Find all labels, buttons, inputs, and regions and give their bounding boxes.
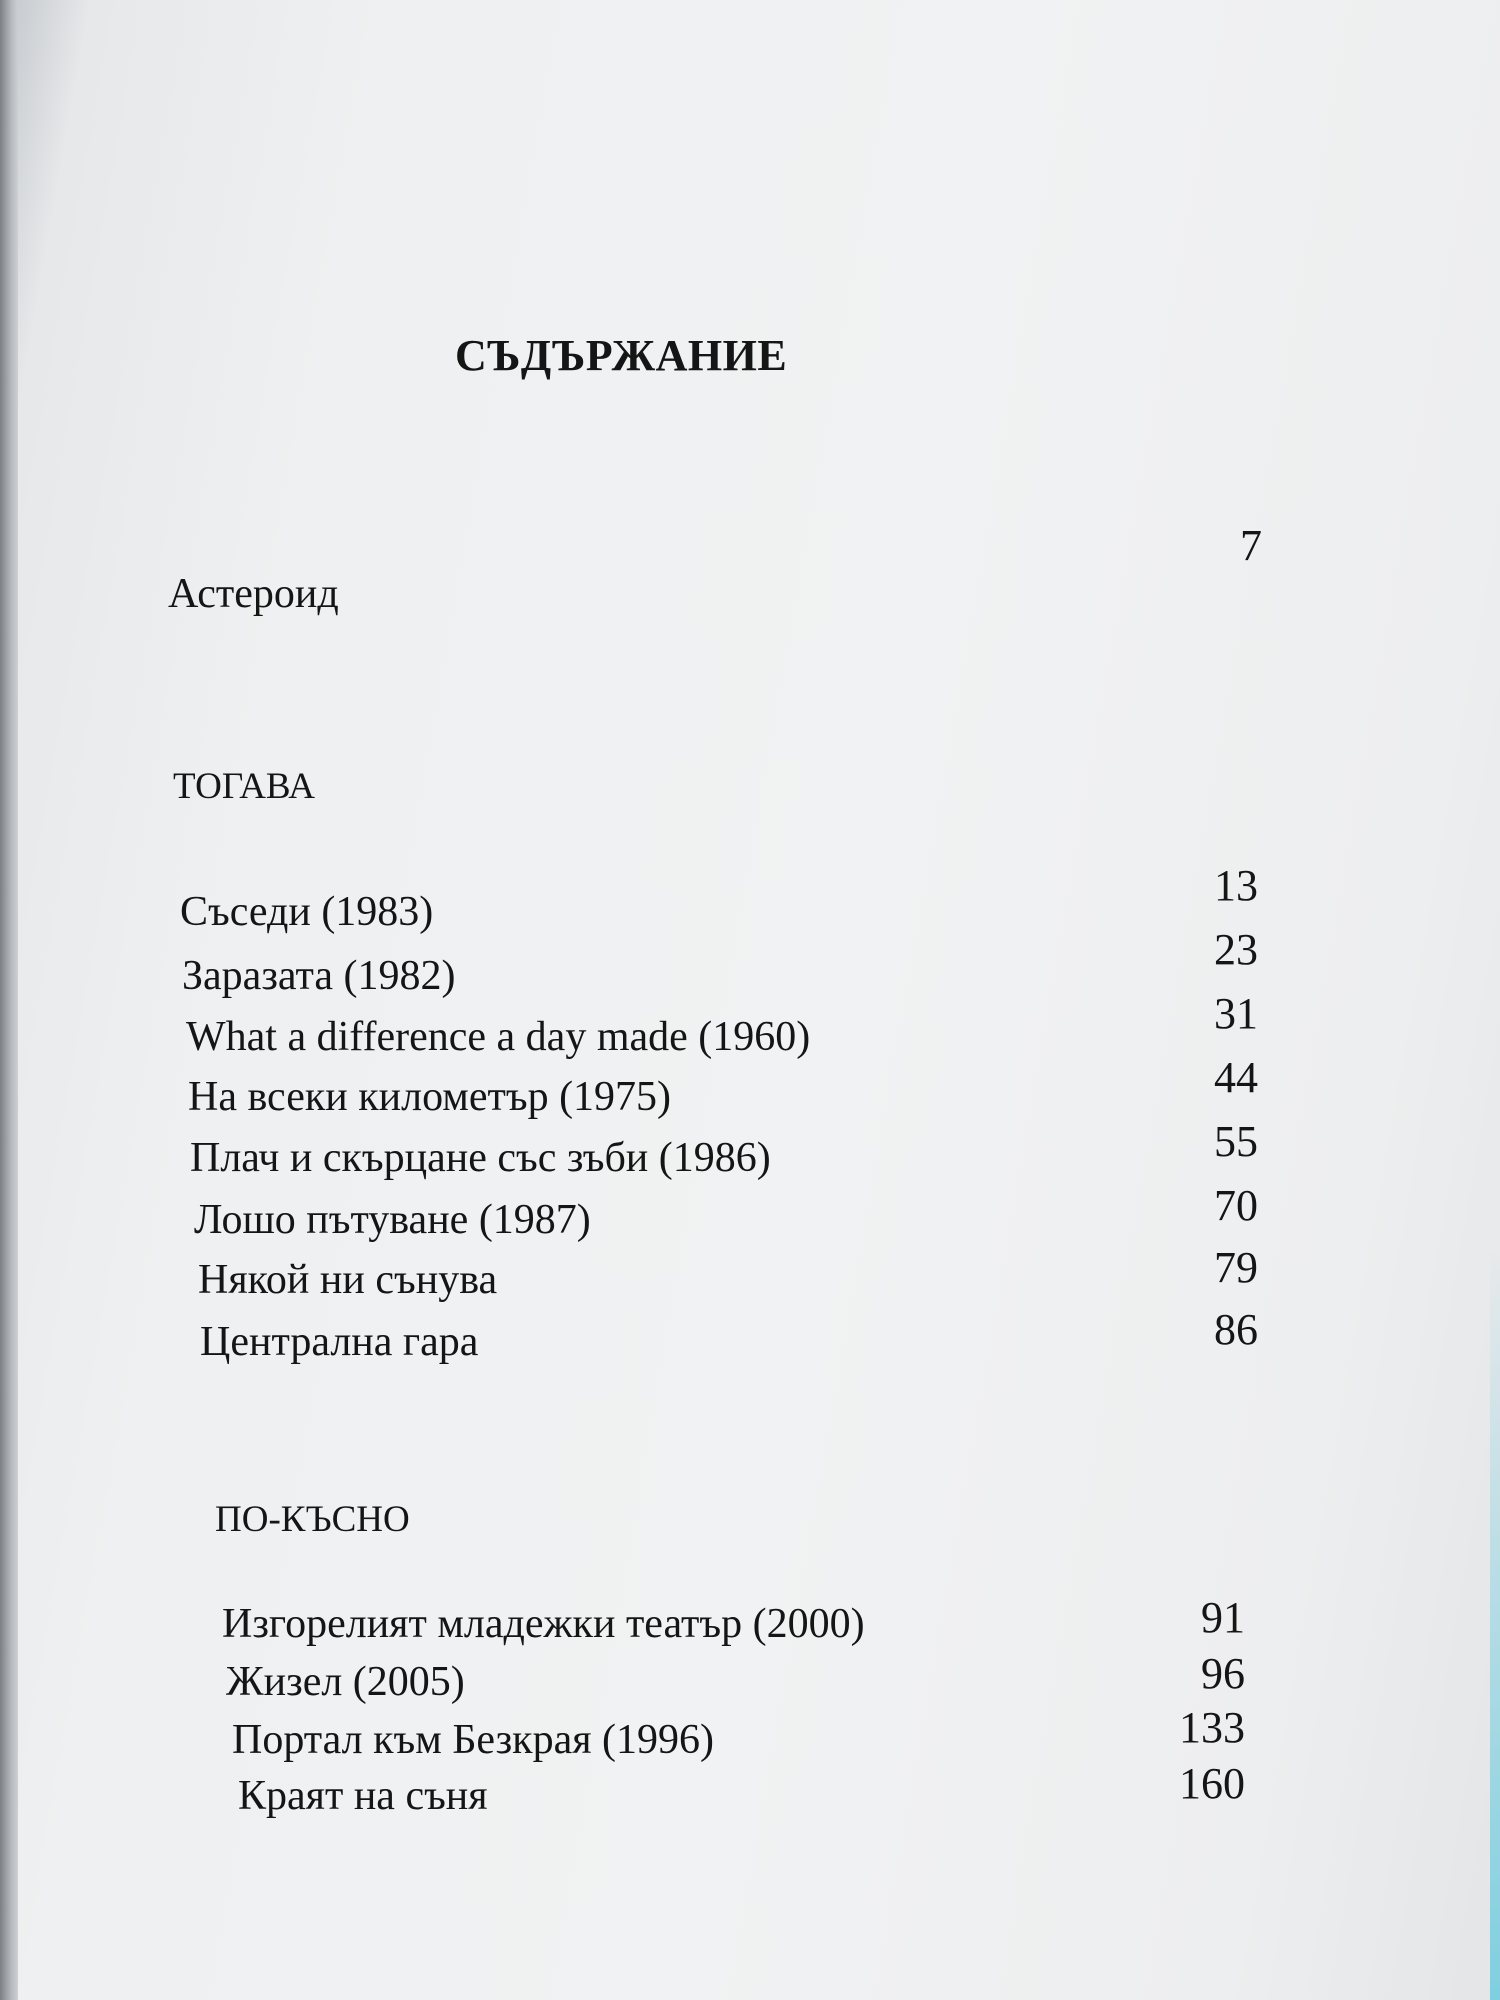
book-binding-shadow xyxy=(0,0,18,2000)
toc-entry-page: 91 xyxy=(1201,1593,1245,1642)
toc-entry-page: 23 xyxy=(1214,925,1258,974)
toc-entry-title: Портал към Безкрая (1996) xyxy=(232,1717,715,1763)
toc-entry-page: 86 xyxy=(1214,1305,1258,1354)
toc-title: СЪДЪРЖАНИЕ xyxy=(455,331,788,380)
toc-entry-title: Краят на съня xyxy=(238,1773,488,1819)
toc-entry-page: 13 xyxy=(1214,861,1258,910)
toc-entry-page: 31 xyxy=(1214,989,1258,1038)
toc-entry-page: 70 xyxy=(1214,1181,1258,1230)
toc-entry-title: Съседи (1983) xyxy=(180,889,434,935)
toc-entry-page: 160 xyxy=(1179,1759,1245,1808)
section-heading: ПО-КЪСНО xyxy=(215,1499,410,1540)
toc-entry-title: What a difference a day made (1960) xyxy=(186,1014,811,1060)
section-heading: ТОГАВА xyxy=(173,766,315,807)
toc-entry-title: Изгорелият младежки театър (2000) xyxy=(222,1601,865,1647)
toc-entry-page: 7 xyxy=(1240,521,1262,570)
toc-entry-title: Астероид xyxy=(168,571,339,617)
toc-entry-title: На всеки километър (1975) xyxy=(188,1074,672,1120)
toc-entry-title: Лошо пътуване (1987) xyxy=(194,1197,591,1243)
toc-entry-title: Централна гара xyxy=(200,1319,479,1365)
toc-entry-title: Плач и скърцане със зъби (1986) xyxy=(190,1135,771,1181)
toc-entry-page: 79 xyxy=(1214,1243,1258,1292)
toc-entry-page: 55 xyxy=(1214,1117,1258,1166)
toc-entry-title: Някой ни сънува xyxy=(198,1257,498,1303)
toc-entry-page: 44 xyxy=(1214,1053,1258,1102)
page-edge-tint xyxy=(1490,1250,1500,2000)
toc-entry-page: 96 xyxy=(1201,1649,1245,1698)
toc-entry-title: Жизел (2005) xyxy=(226,1659,465,1705)
toc-entry-page: 133 xyxy=(1179,1703,1245,1752)
toc-entry-title: Заразата (1982) xyxy=(182,953,456,999)
